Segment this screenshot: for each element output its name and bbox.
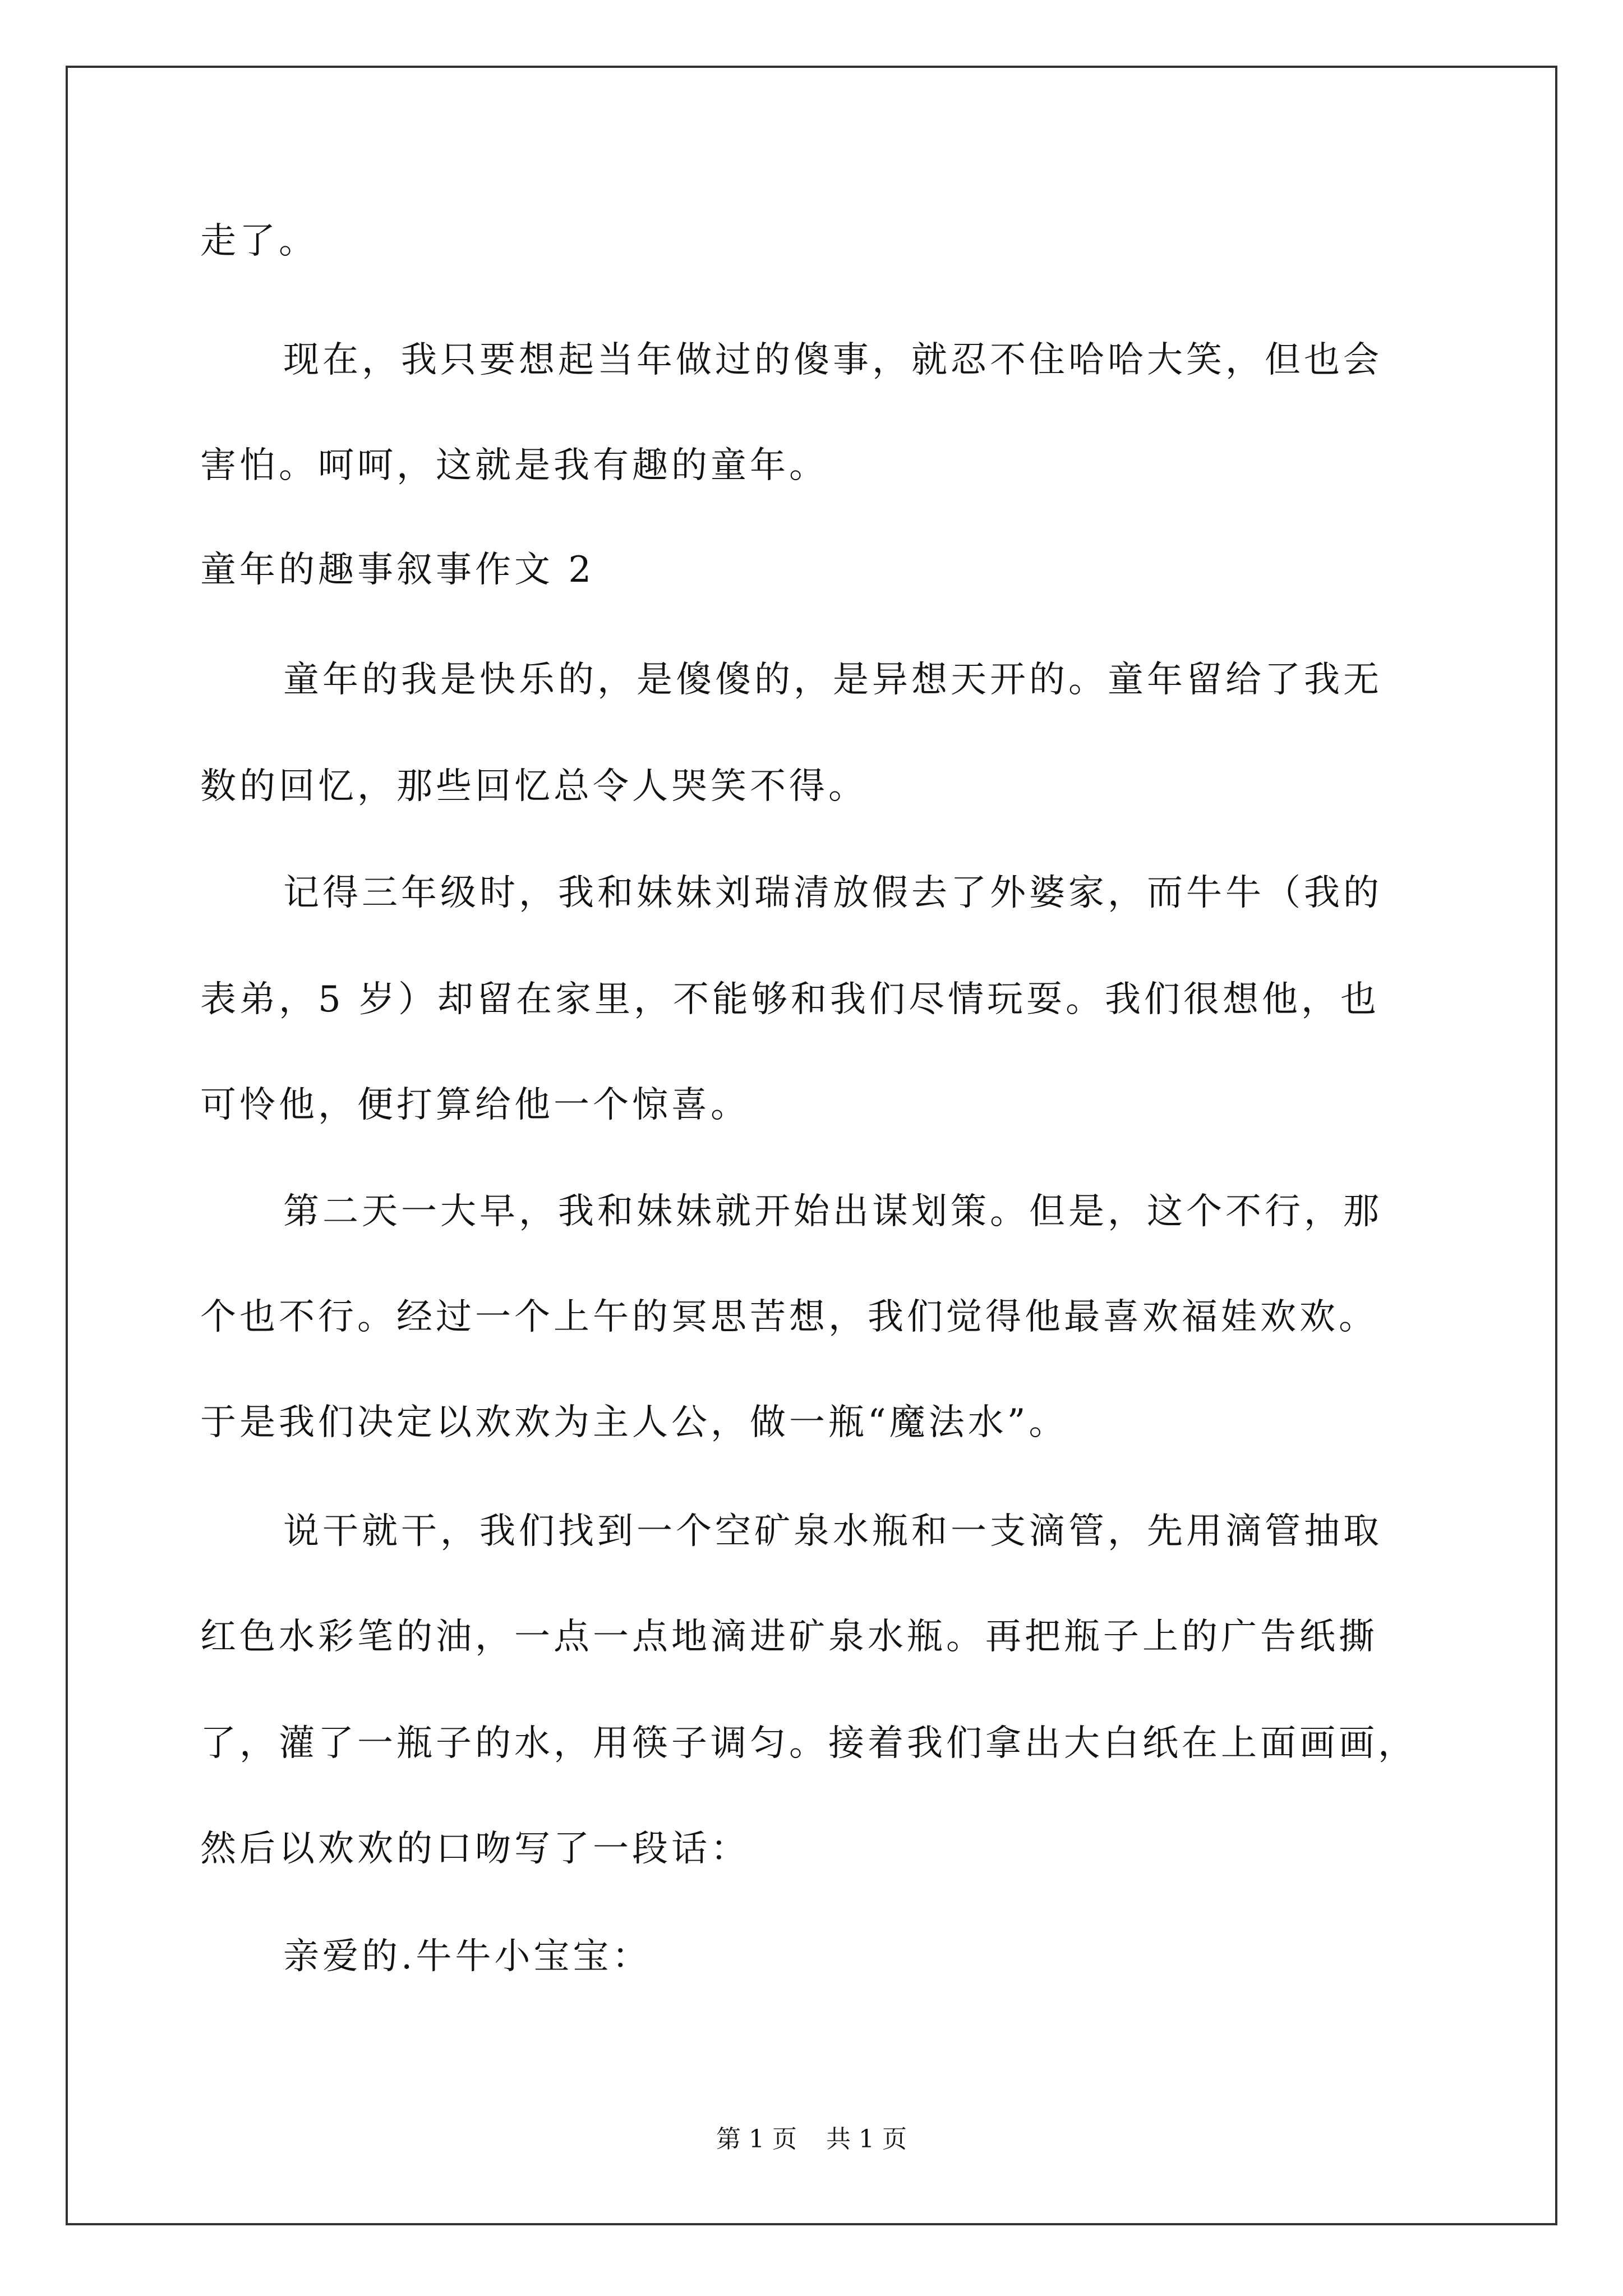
paragraph-line: 亲爱的.牛牛小宝宝： (283, 1936, 652, 1977)
paragraph-line: 第二天一大早，我和妹妹就开始出谋划策。但是，这个不行，那 (283, 1191, 1382, 1232)
page-border (66, 66, 1557, 2225)
paragraph-line: 说干就干，我们找到一个空矿泉水瓶和一支滴管，先用滴管抽取 (283, 1511, 1382, 1552)
paragraph-line: 红色水彩笔的油，一点一点地滴进矿泉水瓶。再把瓶子上的广告纸撕 (200, 1616, 1378, 1658)
paragraph-line: 现在，我只要想起当年做过的傻事，就忍不住哈哈大笑，但也会 (283, 339, 1382, 381)
section-heading: 童年的趣事叙事作文 2 (200, 549, 595, 591)
paragraph-line: 可怜他，便打算给他一个惊喜。 (200, 1084, 750, 1126)
paragraph-line: 个也不行。经过一个上午的冥思苦想，我们觉得他最喜欢福娃欢欢。 (200, 1296, 1378, 1338)
page-number: 第 1 页 (716, 2125, 797, 2154)
paragraph-line: 走了。 (200, 220, 318, 262)
paragraph-line: 表弟，5 岁）却留在家里，不能够和我们尽情玩耍。我们很想他，也 (200, 979, 1380, 1020)
paragraph-line: 了，灌了一瓶子的水，用筷子调匀。接着我们拿出大白纸在上面画画， (200, 1723, 1417, 1764)
paragraph-line: 记得三年级时，我和妹妹刘瑞清放假去了外婆家，而牛牛（我的 (283, 872, 1382, 914)
paragraph-line: 然后以欢欢的口吻写了一段话： (200, 1828, 750, 1870)
paragraph-line: 害怕。呵呵，这就是我有趣的童年。 (200, 445, 828, 486)
paragraph-line: 于是我们决定以欢欢为主人公，做一瓶“魔法水”。 (200, 1402, 1068, 1443)
page-total: 共 1 页 (826, 2125, 907, 2154)
page-footer (0, 2127, 1623, 2152)
paragraph-line: 数的回忆，那些回忆总令人哭笑不得。 (200, 766, 868, 807)
paragraph-line: 童年的我是快乐的，是傻傻的，是异想天开的。童年留给了我无 (283, 659, 1382, 701)
